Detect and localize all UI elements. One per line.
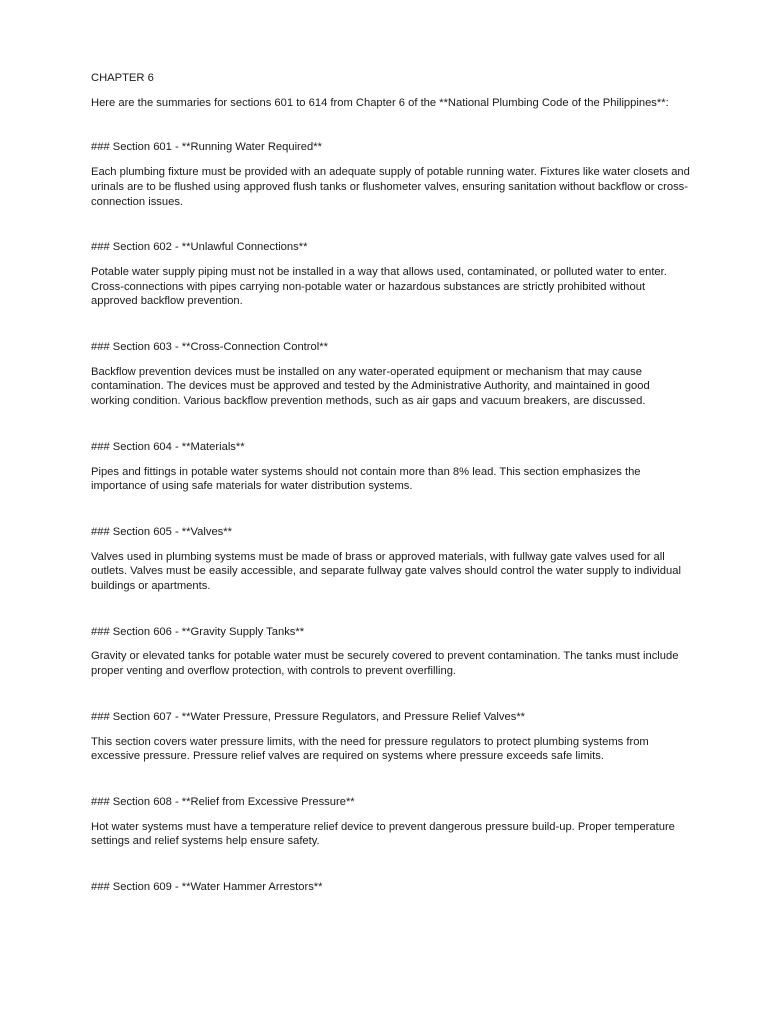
section-heading: ### Section 606 - **Gravity Supply Tanks** xyxy=(91,625,305,638)
section-heading: ### Section 604 - **Materials** xyxy=(91,440,245,453)
section-602 xyxy=(91,240,691,309)
section-body: Each plumbing fixture must be provided with an adequate supply of potable running water. Fixtures like water closets and urinals are to be flushed using approved flush tanks or flushometer valves, ensuring sanitation without backflow or cross-connection issues. xyxy=(91,166,690,208)
section-603 xyxy=(91,340,691,409)
section-605 xyxy=(91,525,691,594)
section-heading: ### Section 609 - **Water Hammer Arrestors** xyxy=(91,881,323,894)
section-604 xyxy=(91,440,691,494)
section-heading: ### Section 601 - **Running Water Required** xyxy=(91,141,322,154)
section-heading: ### Section 608 - **Relief from Excessive Pressure** xyxy=(91,795,355,808)
section-heading: ### Section 602 - **Unlawful Connections** xyxy=(91,241,308,254)
section-607 xyxy=(91,710,691,764)
section-body: Gravity or elevated tanks for potable water must be securely covered to prevent contamination. The tanks must include proper venting and overflow protection, with controls to prevent overfilling. xyxy=(91,650,679,678)
section-608 xyxy=(91,795,691,849)
section-body: Valves used in plumbing systems must be made of brass or approved materials, with fullway gate valves used for all outlets. Valves must be easily accessible, and separate fullway gate valves should control the water supply to individual buildings or apartments. xyxy=(91,550,681,593)
section-body: Hot water systems must have a temperature relief device to prevent dangerous pressure build-up. Proper temperature settings and relief systems help ensure safety. xyxy=(91,820,675,848)
section-body: This section covers water pressure limits, with the need for pressure regulators to protect plumbing systems from excessive pressure. Pressure relief valves are required on systems where pressure exceeds safe limits. xyxy=(91,735,649,763)
section-601 xyxy=(91,140,691,209)
section-heading: ### Section 605 - **Valves** xyxy=(91,525,232,538)
section-body: Pipes and fittings in potable water systems should not contain more than 8% lead. This section emphasizes the importance of using safe materials for water distribution systems. xyxy=(91,465,641,493)
section-body: Backflow prevention devices must be installed on any water-operated equipment or mechanism that may cause contamination. The devices must be approved and tested by the Administrative Authority, and maintained in good working condition. Various backflow prevention methods, such as air gaps and vacuum breakers, are discussed. xyxy=(91,365,650,408)
section-heading: ### Section 603 - **Cross-Connection Control** xyxy=(91,341,328,354)
document-page xyxy=(91,71,691,926)
intro-paragraph: Here are the summaries for sections 601 to 614 from Chapter 6 of the **National Plumbing Code of the Philippines**: xyxy=(91,96,669,109)
section-609 xyxy=(91,880,691,895)
section-606 xyxy=(91,625,691,679)
section-body: Potable water supply piping must not be installed in a way that allows used, contaminated, or polluted water to enter. Cross-connections with pipes carrying non-potable water or hazardous substances are strictly prohibited without approved backflow prevention. xyxy=(91,265,667,308)
chapter-title: CHAPTER 6 xyxy=(91,72,154,84)
section-heading: ### Section 607 - **Water Pressure, Pressure Regulators, and Pressure Relief Valves** xyxy=(91,710,526,723)
